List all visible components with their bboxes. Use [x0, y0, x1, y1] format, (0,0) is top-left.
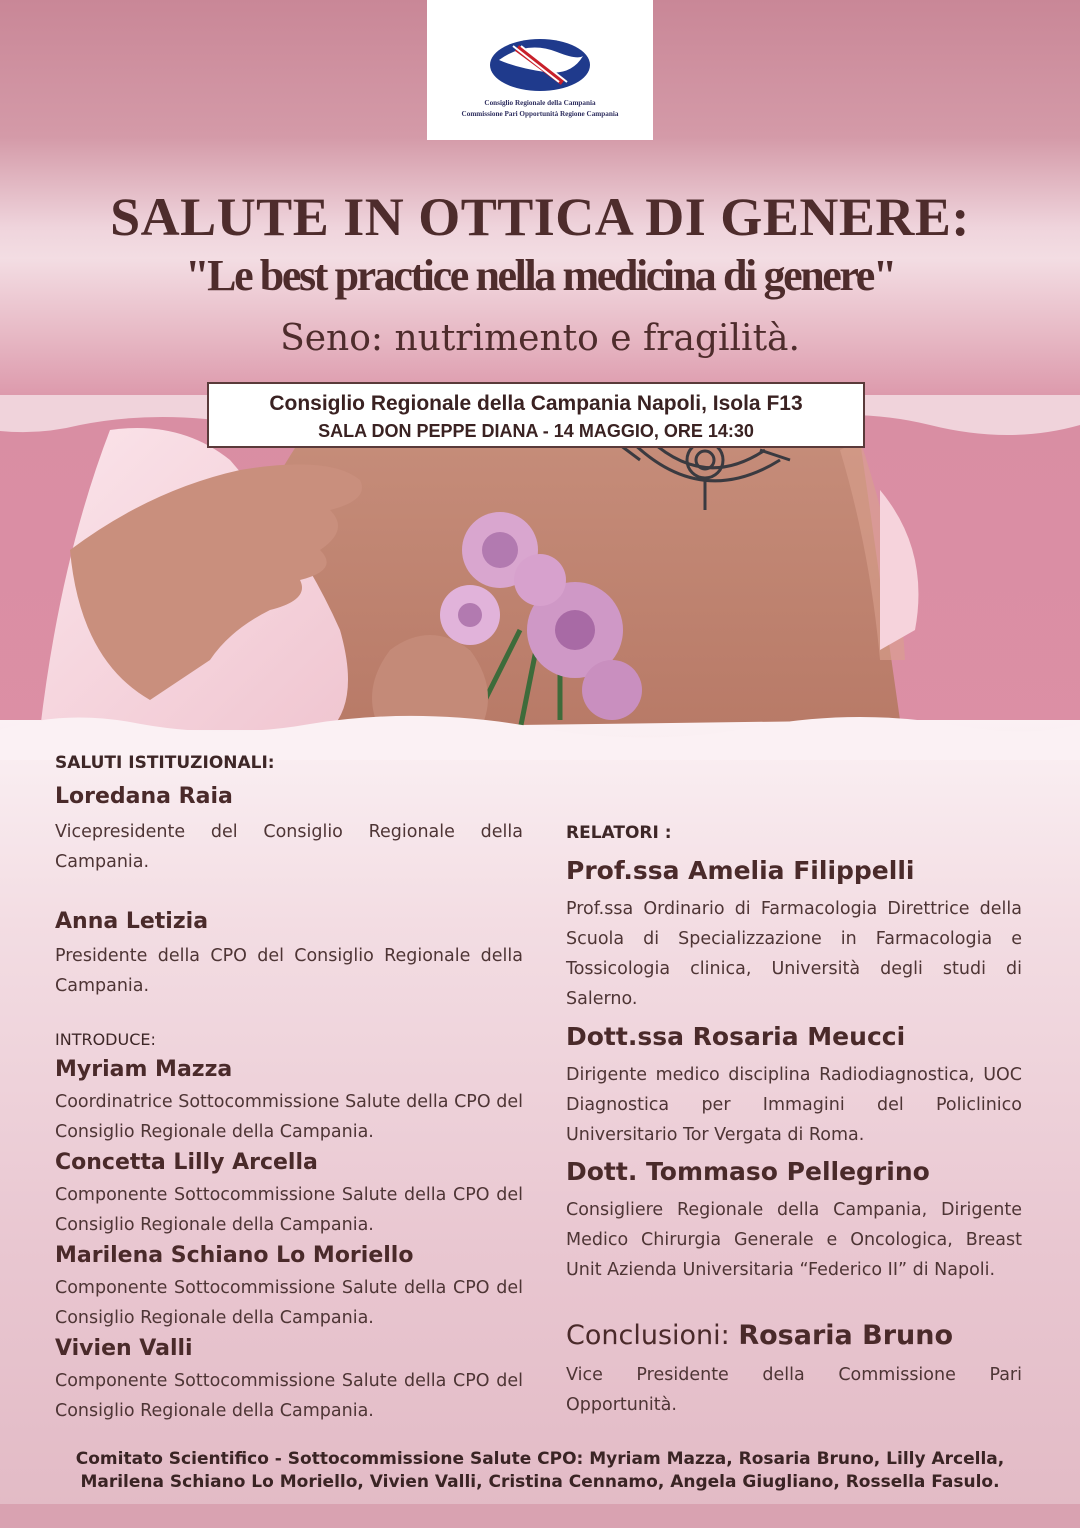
- conclusioni-label: Conclusioni:: [566, 1320, 730, 1351]
- speaker-name: Marilena Schiano Lo Moriello: [55, 1243, 414, 1268]
- speaker-role: Vice Presidente della Commissione Pari Opportunità.: [566, 1365, 1022, 1415]
- speaker-name: Myriam Mazza: [55, 1057, 233, 1082]
- speaker-role: Componente Sottocommissione Salute della CPO del Consiglio Regionale della Campania.: [55, 1371, 523, 1421]
- speaker-role: Vicepresidente del Consiglio Regionale della Campania.: [55, 822, 523, 872]
- speaker-role: Componente Sottocommissione Salute della CPO del Consiglio Regionale della Campania.: [55, 1185, 523, 1235]
- saluti-heading: SALUTI ISTITUZIONALI:: [55, 753, 275, 773]
- event-title: SALUTE IN OTTICA DI GENERE:: [110, 187, 970, 247]
- speaker-name: Vivien Valli: [55, 1336, 193, 1361]
- scientific-committee-line-1: Comitato Scientifico - Sottocommissione Salute CPO: Myriam Mazza, Rosaria Bruno, Lilly Arcella,: [75, 1449, 1005, 1469]
- logo-box: [427, 0, 653, 140]
- introduce-heading: INTRODUCE:: [55, 1030, 156, 1049]
- speaker-name: Loredana Raia: [55, 784, 233, 809]
- speaker-role: Componente Sottocommissione Salute della CPO del Consiglio Regionale della Campania.: [55, 1278, 523, 1328]
- speaker-name: Dott.ssa Rosaria Meucci: [566, 1022, 906, 1051]
- speaker-name: Anna Letizia: [55, 909, 209, 934]
- logo-line-2: Commissione Pari Opportunità Regione Campania: [461, 110, 619, 118]
- bottom-stripe: [0, 1504, 1080, 1528]
- speaker-role: Dirigente medico disciplina Radiodiagnostica, UOC Diagnostica per Immagini del Policlinico Universitario Tor Vergata di Roma.: [566, 1065, 1022, 1145]
- venue-box: [207, 382, 865, 448]
- conclusioni-line: [566, 1320, 953, 1351]
- logo-line-1: Consiglio Regionale della Campania: [484, 99, 596, 107]
- speaker-name: Dott. Tommaso Pellegrino: [566, 1157, 930, 1186]
- relatori-heading: RELATORI :: [566, 823, 672, 843]
- wave-divider: [0, 700, 1080, 760]
- campania-region-logo: [487, 36, 593, 94]
- venue-date-time: SALA DON PEPPE DIANA - 14 MAGGIO, ORE 14:30: [318, 421, 754, 441]
- scientific-committee-line-2: Marilena Schiano Lo Moriello, Vivien Valli, Cristina Cennamo, Angela Giugliano, Rossella Fasulo.: [80, 1472, 1000, 1492]
- speaker-name: Prof.ssa Amelia Filippelli: [566, 856, 915, 885]
- speaker-name: Concetta Lilly Arcella: [55, 1150, 318, 1175]
- event-tagline: Seno: nutrimento e fragilità.: [280, 318, 800, 359]
- conclusioni-speaker-name: Rosaria Bruno: [738, 1320, 954, 1351]
- speaker-role: Prof.ssa Ordinario di Farmacologia Direttrice della Scuola di Specializzazione in Farmacologia e Tossicologia clinica, Università degli studi di Salerno.: [566, 899, 1022, 1009]
- venue-location: Consiglio Regionale della Campania Napoli, Isola F13: [269, 392, 803, 415]
- event-subtitle: "Le best practice nella medicina di genere": [185, 251, 895, 300]
- speaker-role: Presidente della CPO del Consiglio Regionale della Campania.: [55, 946, 523, 996]
- speaker-role: Consigliere Regionale della Campania, Dirigente Medico Chirurgia Generale e Oncologica, Breast Unit Azienda Universitaria “Federico II” di Napoli.: [566, 1200, 1022, 1280]
- speaker-role: Coordinatrice Sottocommissione Salute della CPO del Consiglio Regionale della Campania.: [55, 1092, 523, 1142]
